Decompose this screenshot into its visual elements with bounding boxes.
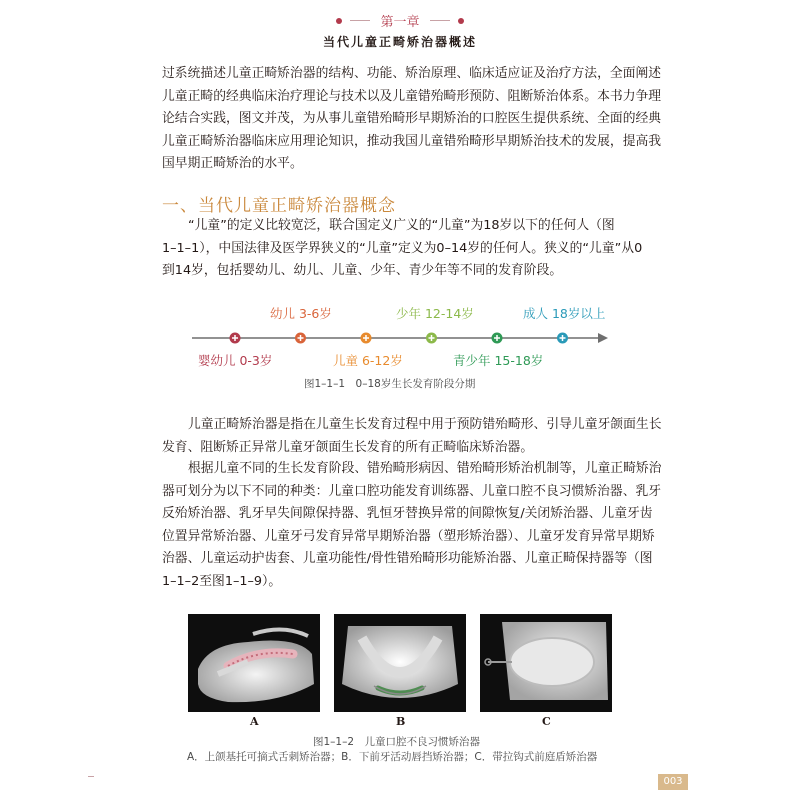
- text-line: 根据儿童不同的生长发育阶段、错殆畸形病因、错殆畸形矫治机制等，儿童正畸矫治: [188, 461, 662, 476]
- lower-lip-bumper-photo: [334, 614, 466, 712]
- timeline-marker: [361, 333, 372, 344]
- upper-appliance-photo: [188, 614, 320, 712]
- chapter-title: 当代儿童正畸矫治器概述: [322, 35, 477, 49]
- text-line: 治器、儿童运动护齿套、儿童功能性/骨性错殆畸形功能矫治器、儿童正畸保持器等（图: [162, 551, 653, 566]
- text-line: 过系统描述儿童正畸矫治器的结构、功能、矫治原理、临床适应证及治疗方法，全面阐述: [162, 66, 662, 81]
- section-title: 一、当代儿童正畸矫治器概念: [162, 196, 396, 216]
- panel-letter-b: B: [396, 715, 406, 728]
- text-line: 反殆矫治器、乳牙早失间隙保持器、乳恒牙替换异常的间隙恢复/关闭矫治器、儿童牙齿: [162, 506, 653, 521]
- timeline-markers: [230, 333, 569, 344]
- vestibular-shield-photo: [480, 614, 612, 712]
- definition-paragraph: [162, 215, 642, 283]
- timeline-marker: [426, 333, 437, 344]
- definition-paragraph-2: [162, 414, 662, 459]
- text-line: 儿童正畸矫治器临床应用理论知识，推动我国儿童错殆畸形早期矫治技术的发展，提高我: [162, 133, 662, 149]
- stage-label-juvenile: 少年 12-14岁: [396, 306, 474, 321]
- panel-letter-c: C: [542, 715, 551, 728]
- ornament-dot-left: [336, 18, 342, 24]
- stage-label-adult: 成人 18岁以上: [523, 306, 606, 321]
- stage-label-toddler: 幼儿 3-6岁: [270, 306, 332, 321]
- panel-letter-a: A: [250, 715, 259, 728]
- text-line: 儿童正畸的经典临床治疗理论与技术以及儿童错殆畸形预防、阻断矫治体系。本书力争理: [162, 88, 662, 104]
- timeline-marker: [295, 333, 306, 344]
- timeline-marker: [557, 333, 568, 344]
- stage-label-infant: 婴幼儿 0-3岁: [198, 353, 273, 368]
- stage-label-adolescent: 青少年 15-18岁: [453, 353, 544, 368]
- text-line: 到14岁，包括婴幼儿、幼儿、儿童、少年、青少年等不同的发育阶段。: [162, 263, 563, 278]
- figure-2-caption: 图1–1–2 儿童口腔不良习惯矫治器: [313, 736, 481, 748]
- stage-label-child: 儿童 6-12岁: [333, 353, 403, 368]
- chapter-label: 第一章: [380, 15, 420, 30]
- ornament-dot-right: [458, 18, 464, 24]
- ornament-line-left: [350, 20, 370, 21]
- text-line: 国早期正畸矫治的水平。: [162, 156, 303, 171]
- text-line: 儿童正畸矫治器是指在儿童生长发育过程中用于预防错殆畸形、引导儿童牙颌面生长: [188, 417, 662, 432]
- chapter-header: [0, 10, 800, 30]
- vestibular-shield-image: [480, 614, 612, 712]
- text-line: 发育、阻断矫正异常儿童牙颌面生长发育的所有正畸临床矫治器。: [162, 439, 534, 455]
- text-line: 器可划分为以下不同的种类：儿童口腔功能发育训练器、儿童口腔不良习惯矫治器、乳牙: [162, 483, 662, 499]
- upper-appliance-image: [188, 614, 320, 712]
- classification-paragraph: [162, 458, 662, 593]
- timeline-marker: [492, 333, 503, 344]
- figure-1-caption: 图1–1–1 0–18岁生长发育阶段分期: [304, 378, 476, 390]
- timeline-marker: [230, 333, 241, 344]
- lower-lip-bumper-image: [334, 614, 466, 712]
- intro-paragraph: [162, 63, 662, 176]
- timeline-arrow-icon: [598, 333, 608, 343]
- text-line: 1–1–2至图1–1–9）。: [162, 573, 282, 589]
- ornament-line-right: [430, 20, 450, 21]
- page-number: 003: [658, 774, 688, 790]
- text-line: 位置异常矫治器、儿童牙弓发育异常早期矫治器（塑形矫治器）、儿童牙发育异常早期矫: [162, 528, 655, 544]
- footer-mark: [88, 776, 94, 777]
- text-line: “儿童”的定义比较宽泛，联合国定义广义的“儿童”为18岁以下的任何人（图: [188, 218, 615, 233]
- figure-2-subcaption: A．上颌基托可摘式舌刺矫治器；B．下前牙活动唇挡矫治器；C．带拉钩式前庭盾矫治器: [187, 751, 598, 763]
- text-line: 论结合实践，图文并茂，为从事儿童错殆畸形早期矫治的口腔医生提供系统、全面的经典: [162, 111, 662, 126]
- text-line: 1–1–1），中国法律及医学界狭义的“儿童”定义为0–14岁的任何人。狭义的“儿童”从0: [162, 240, 643, 256]
